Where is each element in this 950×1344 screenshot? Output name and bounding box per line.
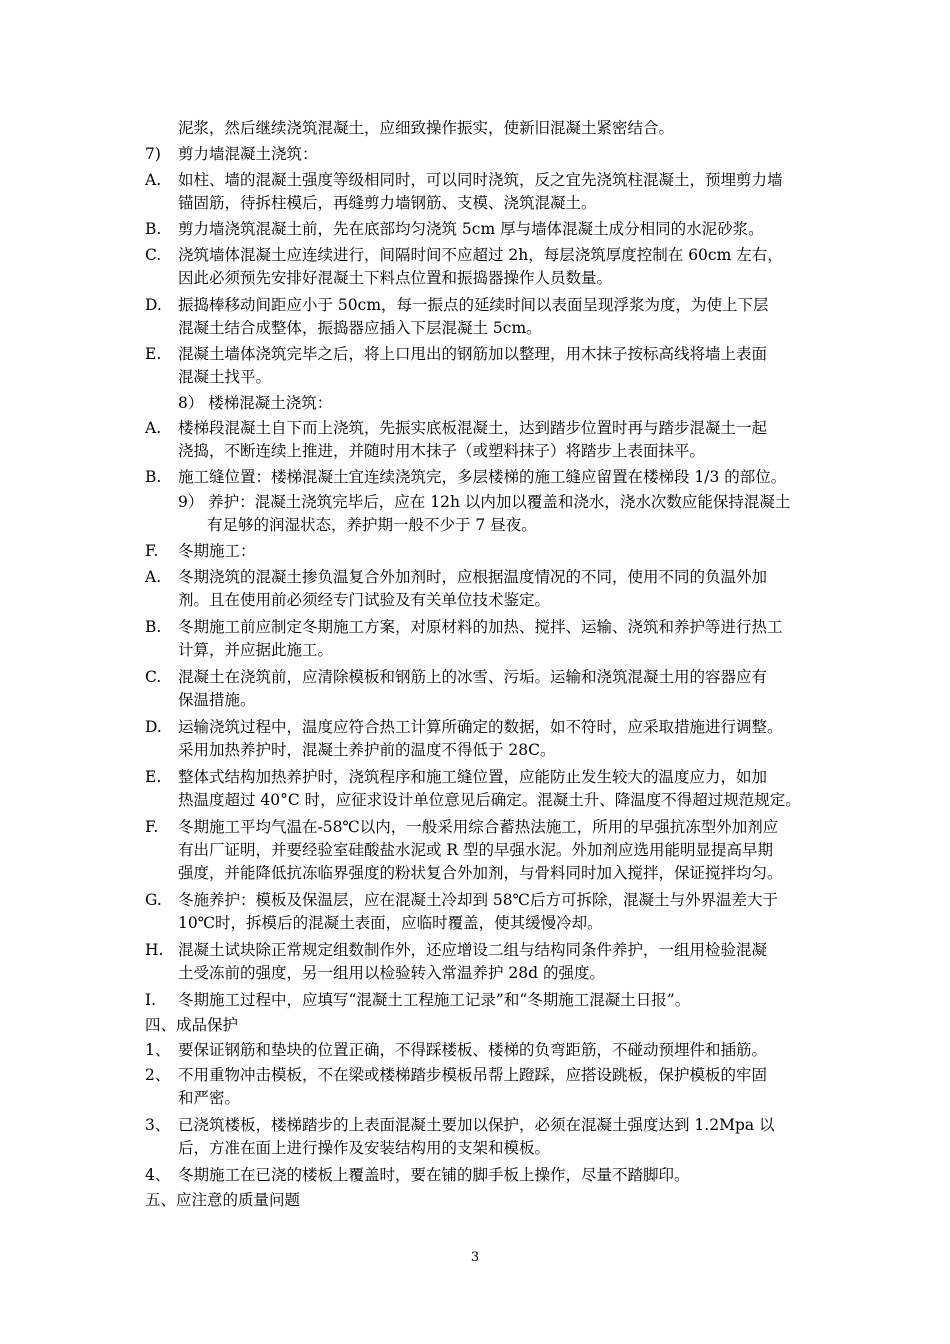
list-item-line: 土受冻前的强度，另一组用以检验转入常温养护 28d 的强度。 [178,964,606,982]
section-heading: 四、成品保护 [145,1016,239,1034]
list-item-line: 9） 养护：混凝土浇筑完毕后，应在 12h 以内加以覆盖和浇水，浇水次数应能保持混凝土 [178,493,791,511]
list-label: B. [145,468,162,486]
list-item-line: 不用重物冲击模板，不在梁或楼梯踏步模板吊帮上蹬踩，应搭设跳板，保护模板的牢固 [178,1066,768,1084]
list-label: B. [145,618,162,636]
list-label: A. [145,568,162,586]
list-item-line: 和严密。 [178,1089,241,1107]
list-label: E. [145,345,162,363]
list-item-line: 剪力墙浇筑混凝土前，先在底部均匀浇筑 5cm 厚与墙体混凝土成分相同的水泥砂浆。 [178,220,764,238]
list-label: 7) [145,145,161,163]
list-item-heading: 8） 楼梯混凝土浇筑： [178,394,333,412]
list-label: 2、 [145,1066,171,1084]
list-label: G. [145,891,162,909]
list-item-line: 混凝土墙体浇筑完毕之后，将上口甩出的钢筋加以整理，用木抹子按标高线将墙上表面 [178,345,768,363]
list-item-line: 整体式结构加热养护时，浇筑程序和施工缝位置，应能防止发生较大的温度应力，如加 [178,768,768,786]
list-item-line: 如柱、墙的混凝土强度等级相同时，可以同时浇筑，反之宜先浇筑柱混凝土，预埋剪力墙 [178,171,783,189]
list-label: F. [145,818,159,836]
list-item-line: 强度，并能降低抗冻临界强度的粉状复合外加剂，与骨料同时加入搅拌，保证搅拌均匀。 [178,864,783,882]
list-label: 4、 [145,1166,171,1184]
list-item-heading: 剪力墙混凝土浇筑： [178,145,318,163]
list-item-line: 10℃时，拆模后的混凝土表面，应临时覆盖，使其缓慢冷却。 [178,914,603,932]
list-item-line: 浇捣，不断连续上推进，并随时用木抹子（或塑料抹子）将踏步上表面抹平。 [178,442,706,460]
list-item-line: 冬期施工在已浇的楼板上覆盖时，要在铺的脚手板上操作，尽量不踏脚印。 [178,1166,690,1184]
list-item-line: 混凝土试块除正常规定组数制作外，还应增设二组与结构同条件养护，一组用检验混凝 [178,941,768,959]
list-label: A. [145,419,162,437]
list-item-line: 计算，并应据此施工。 [178,641,334,659]
list-item-line: 浇筑墙体混凝土应连续进行，间隔时间不应超过 2h，每层浇筑厚度控制在 60cm 左右， [178,246,783,264]
list-item-line: 楼梯段混凝土自下而上浇筑，先振实底板混凝土，达到踏步位置时再与踏步混凝土一起 [178,419,768,437]
list-item-line: 冬期施工平均气温在-58℃以内，一般采用综合蓄热法施工，所用的早强抗冻型外加剂应 [178,818,779,836]
list-item-line: 有出厂证明，并要经验室硅酸盐水泥或 R 型的早强水泥。外加剂应选用能明显提高早期 [178,841,774,859]
list-item-line: 保温措施。 [178,691,256,709]
list-item-line: 施工缝位置：楼梯混凝土宜连续浇筑完，多层楼梯的施工缝应留置在楼梯段 1/3 的部位。 [178,468,787,486]
list-item-line: 冬期施工前应制定冬期施工方案，对原材料的加热、搅拌、运输、浇筑和养护等进行热工 [178,618,783,636]
section-heading: 冬期施工： [178,542,256,560]
list-item-line: 采用加热养护时，混凝土养护前的温度不得低于 28C。 [178,741,556,759]
page-number: 3 [470,1250,480,1265]
list-item-line: 剂。且在使用前必须经专门试验及有关单位技术鉴定。 [178,591,551,609]
list-item-line: 锚固筋，待拆柱模后，再缝剪力墙钢筋、支模、浇筑混凝土。 [178,194,597,212]
list-item-line: 混凝土找平。 [178,368,272,386]
list-label: 3、 [145,1116,171,1134]
list-label: H. [145,941,164,959]
list-item-line: 运输浇筑过程中，温度应符合热工计算所确定的数据，如不符时，应采取措施进行调整。 [178,718,783,736]
list-item-line: 振捣棒移动间距应小于 50cm，每一振点的延续时间以表面呈现浮浆为度，为使上下层 [178,296,769,314]
list-label: B. [145,220,162,238]
list-label: C. [145,668,162,686]
list-label: A. [145,171,162,189]
paragraph-line: 泥浆，然后继续浇筑混凝土，应细致操作振实，使新旧混凝土紧密结合。 [178,119,675,137]
list-label: D. [145,718,162,736]
list-label: E. [145,768,162,786]
list-item-line: 冬期施工过程中，应填写“混凝土工程施工记录”和“冬期施工混凝土日报”。 [178,991,691,1009]
list-item-line: 因此必须预先安排好混凝土下料点位置和振捣器操作人员数量。 [178,269,613,287]
list-label: C. [145,246,162,264]
list-label: F. [145,542,159,560]
list-label: I. [145,991,157,1009]
list-item-line: 有足够的润湿状态，养护期一般不少于 7 昼夜。 [207,516,537,534]
list-item-line: 已浇筑楼板，楼梯踏步的上表面混凝土要加以保护，必须在混凝土强度达到 1.2Mpa 以 [178,1116,775,1134]
list-item-line: 冬施养护：模板及保温层，应在混凝土冷却到 58℃后方可拆除，混凝土与外界温差大于 [178,891,778,909]
list-label: D. [145,296,162,314]
list-item-line: 混凝土在浇筑前，应清除模板和钢筋上的冰雪、污垢。运输和浇筑混凝土用的容器应有 [178,668,768,686]
list-item-line: 后，方准在面上进行操作及安装结构用的支架和模板。 [178,1139,551,1157]
list-item-line: 要保证钢筋和垫块的位置正确，不得踩楼板、楼梯的负弯距筋，不碰动预埋件和插筋。 [178,1041,768,1059]
list-item-line: 冬期浇筑的混凝土掺负温复合外加剂时，应根据温度情况的不同，使用不同的负温外加 [178,568,768,586]
list-item-line: 热温度超过 40°C 时，应征求设计单位意见后确定。混凝土升、降温度不得超过规范规定。 [178,791,801,809]
list-item-line: 混凝土结合成整体，振捣器应插入下层混凝土 5cm。 [178,319,542,337]
section-heading: 五、应注意的质量问题 [145,1191,301,1209]
list-label: 1、 [145,1041,171,1059]
